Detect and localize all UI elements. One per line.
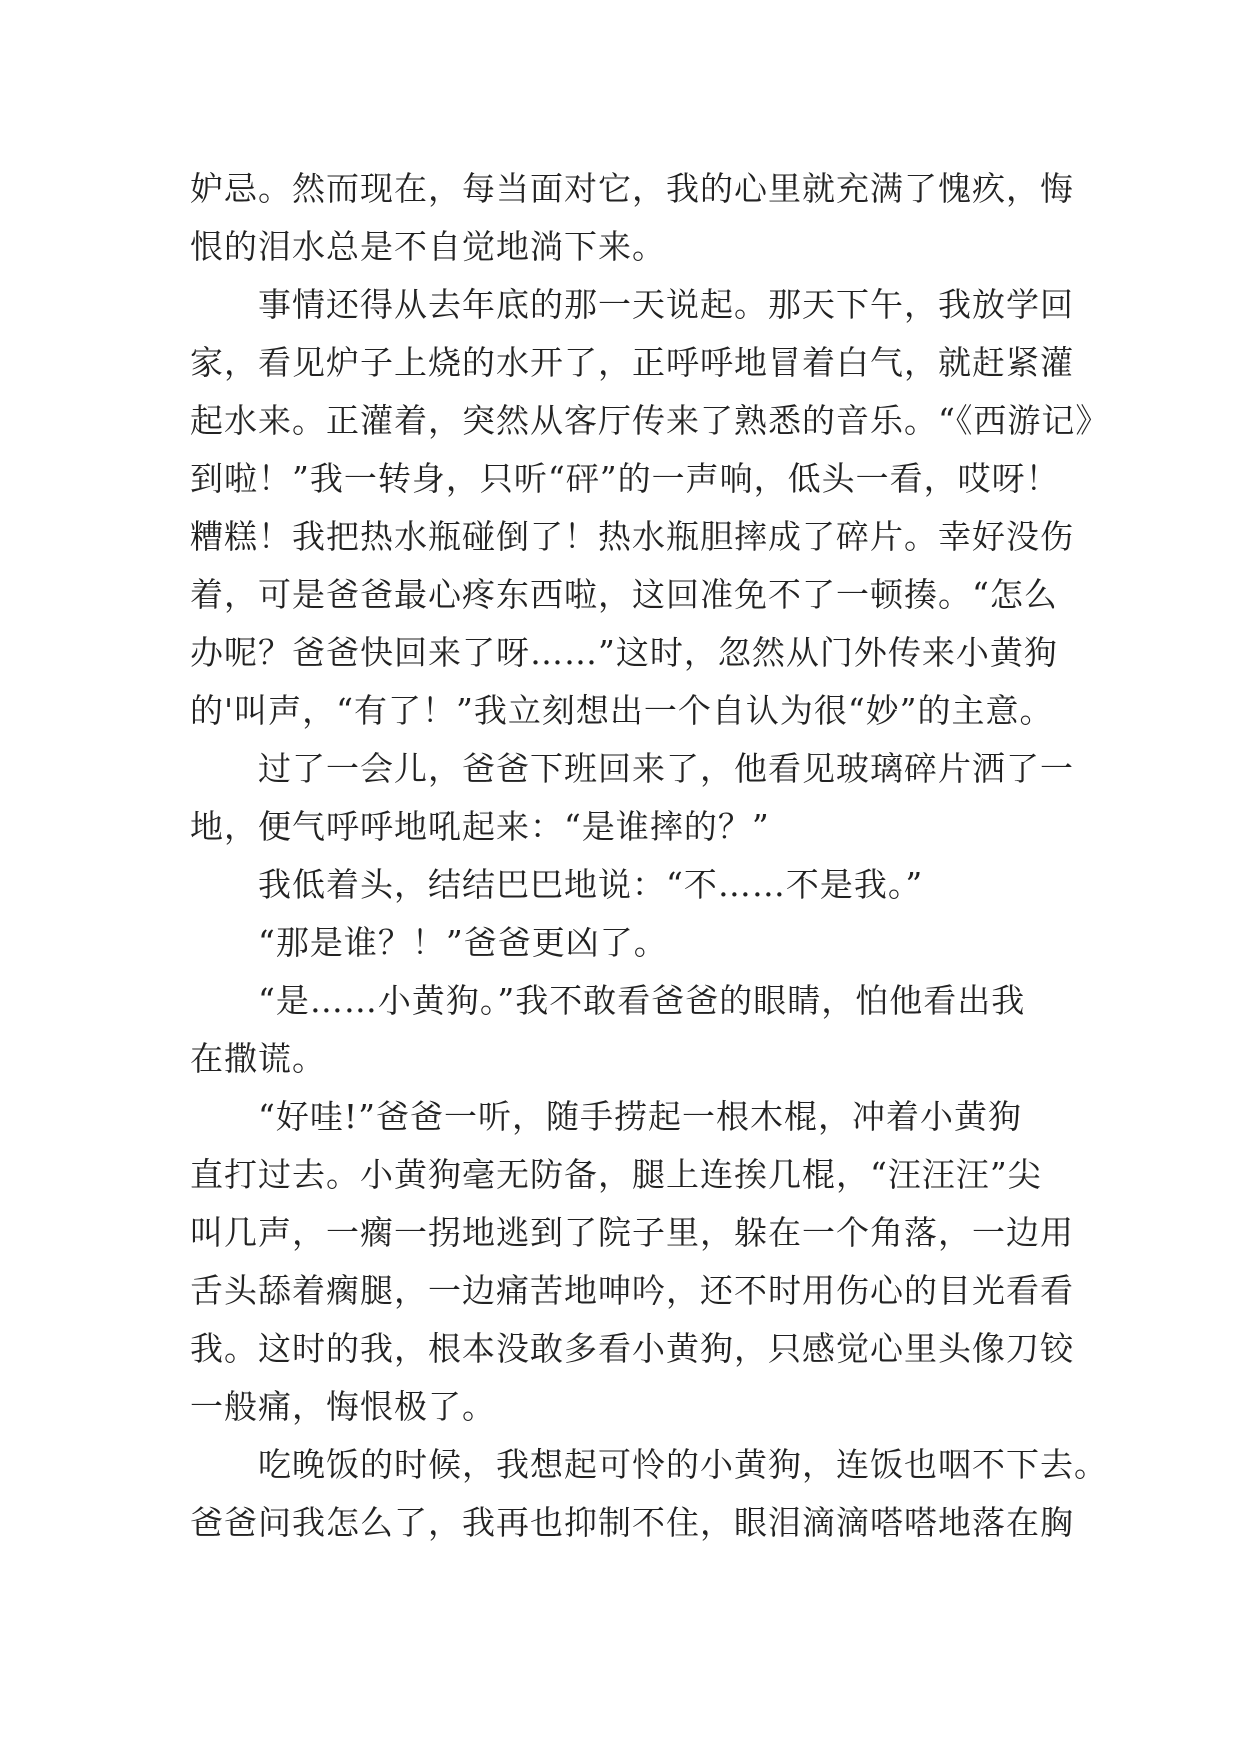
text-line: 着，可是爸爸最心疼东西啦，这回准免不了一顿揍。“怎么 <box>190 575 1058 614</box>
text-line: 过了一会儿，爸爸下班回来了，他看见玻璃碎片洒了一 <box>258 749 1074 788</box>
text-line: “那是谁？！”爸爸更凶了。 <box>258 923 668 962</box>
text-line: 恨的泪水总是不自觉地淌下来。 <box>190 227 666 266</box>
text-line: 在撒谎。 <box>190 1039 326 1078</box>
text-line: 我低着头，结结巴巴地说：“不……不是我。” <box>258 865 924 904</box>
document-body <box>190 160 1110 1552</box>
text-line: 事情还得从去年底的那一天说起。那天下午，我放学回 <box>258 285 1074 324</box>
text-line: 舌头舔着瘸腿，一边痛苦地呻吟，还不时用伤心的目光看看 <box>190 1271 1074 1310</box>
text-line: 办呢？爸爸快回来了呀……”这时，忽然从门外传来小黄狗 <box>190 633 1058 672</box>
text-line: 起水来。正灌着，突然从客厅传来了熟悉的音乐。“《西游记》 <box>190 401 1110 440</box>
text-line: 地，便气呼呼地吼起来：“是谁摔的？” <box>190 807 770 846</box>
text-line: 一般痛，悔恨极了。 <box>190 1387 496 1426</box>
text-line: 爸爸问我怎么了，我再也抑制不住，眼泪滴滴嗒嗒地落在胸 <box>190 1503 1074 1542</box>
text-line: 的'叫声，“有了！”我立刻想出一个自认为很“妙”的主意。 <box>190 691 1054 730</box>
text-line: 直打过去。小黄狗毫无防备，腿上连挨几棍，“汪汪汪”尖 <box>190 1155 1042 1194</box>
text-line: 妒忌。然而现在，每当面对它，我的心里就充满了愧疚，悔 <box>190 169 1074 208</box>
text-line: 糟糕！我把热水瓶碰倒了！热水瓶胆摔成了碎片。幸好没伤 <box>190 517 1074 556</box>
text-line: “好哇!”爸爸一听，随手捞起一根木棍，冲着小黄狗 <box>258 1097 1023 1136</box>
text-line: 叫几声，一瘸一拐地逃到了院子里，躲在一个角落，一边用 <box>190 1213 1074 1252</box>
text-line: 到啦！”我一转身，只听“砰”的一声响，低头一看，哎呀！ <box>190 459 1060 498</box>
text-line: 我。这时的我，根本没敢多看小黄狗，只感觉心里头像刀铰 <box>190 1329 1074 1368</box>
text-line: 吃晚饭的时候，我想起可怜的小黄狗，连饭也咽不下去。 <box>258 1445 1108 1484</box>
text-line: 家，看见炉子上烧的水开了，正呼呼地冒着白气，就赶紧灌 <box>190 343 1074 382</box>
text-line: “是……小黄狗。”我不敢看爸爸的眼睛，怕他看出我 <box>258 981 1026 1020</box>
